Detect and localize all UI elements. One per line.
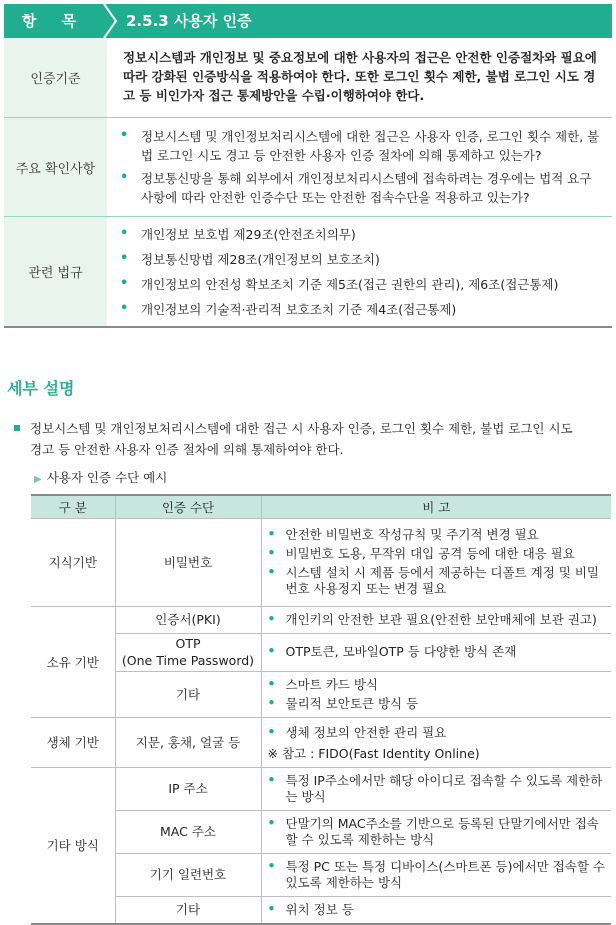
item-label: 항 목 [21, 12, 87, 30]
law-row [4, 216, 612, 326]
list-item: • 정보통신망을 통해 외부에서 개인정보처리시스템에 접속하려는 경우에는 법적 요구사항에 따라 안전한 인증수단 또는 안전한 접속수단을 적용하고 있는가? [120, 170, 592, 205]
method-cell: 비밀번호 [115, 518, 261, 606]
list-item: • OTP토큰, 모바일OTP 등 다양한 방식 존재 [267, 643, 517, 659]
table-row [31, 810, 611, 853]
method-cell: 기기 일련번호 [115, 853, 261, 896]
bullet-icon: • [120, 226, 129, 241]
check-row [4, 117, 612, 216]
method-cell: 기타 [115, 671, 261, 717]
method-cell: 기타 [115, 896, 261, 924]
bullet-icon: • [267, 610, 276, 626]
column-header: 비 고 [261, 495, 611, 518]
bullet-icon: • [267, 675, 276, 691]
column-header: 구 분 [31, 495, 115, 518]
list-item: • 비밀번호 도용, 무작위 대입 공격 등에 대한 대응 필요 [267, 545, 575, 561]
detail-paragraph [14, 418, 610, 460]
note-text: ※ 참고 : FIDO(Fast Identity Online) [267, 746, 480, 761]
bullet-icon: • [120, 170, 129, 185]
criterion-row [4, 38, 612, 117]
list-item: • 물리적 보안토큰 방식 등 [267, 694, 419, 711]
sub-heading: ▶ 사용자 인증 수단 예시 [34, 470, 168, 485]
list-item: • 정보통신망법 제28조(개인정보의 보호조치) [120, 251, 380, 267]
table-row [31, 518, 611, 606]
list-item: • 시스템 설치 시 제품 등에서 제공하는 디폴트 계정 및 비밀번호 사용정지 또는 변경 필요 [267, 564, 599, 596]
item-header [4, 4, 612, 38]
list-item: • 개인정보 보호법 제29조(안전조치의무) [120, 226, 356, 242]
criterion-label: 인증기준 [4, 38, 107, 117]
law-list [117, 225, 602, 319]
table-row [31, 767, 611, 810]
category-cell: 지식기반 [31, 518, 115, 606]
bullet-icon: • [267, 564, 276, 579]
list-item: • 단말기의 MAC주소를 기반으로 등록된 단말기에서만 접속할 수 있도록 제한하는 방식 [267, 814, 599, 847]
table-row [31, 671, 611, 717]
bullet-icon: • [267, 857, 276, 873]
bullet-icon: • [267, 545, 276, 560]
check-label: 주요 확인사항 [4, 118, 107, 216]
bullet-icon: • [267, 526, 276, 541]
list-item: • 특정 IP주소에서만 해당 아이디로 접속할 수 있도록 제한하는 방식 [267, 771, 603, 804]
bullet-icon: • [267, 814, 276, 830]
list-item: • 개인키의 안전한 보관 필요(안전한 보안매체에 보관 권고) [267, 610, 597, 627]
list-item: • 생체 정보의 안전한 관리 필요 [267, 724, 447, 740]
bullet-icon: • [120, 301, 129, 316]
category-cell: 소유 기반 [31, 606, 115, 717]
paragraph-line: 정보시스템 및 개인정보처리시스템에 대한 접근 시 사용자 인증, 로그인 횟수 제한, 불법 로그인 시도 [30, 421, 573, 436]
bullet-icon: • [267, 643, 276, 658]
auth-method-table [31, 494, 611, 925]
bullet-icon: • [267, 724, 276, 739]
category-cell: 기타 방식 [31, 767, 115, 924]
criteria-table [4, 38, 612, 328]
list-item: • 정보시스템 및 개인정보처리시스템에 대한 접근은 사용자 인증, 로그인 횟수 제한, 불법 로그인 시도 경고 등 안전한 사용자 인증 절차에 의해 통제하고 있는가? [120, 128, 600, 163]
method-cell: MAC 주소 [115, 810, 261, 853]
list-item: • 특정 PC 또는 특정 디바이스(스마트폰 등)에서만 접속할 수 있도록 제한하는 방식 [267, 857, 605, 890]
method-cell: OTP (One Time Password) [115, 633, 261, 671]
detail-heading: 세부 설명 [7, 379, 75, 398]
method-cell: 인증서(PKI) [115, 606, 261, 633]
square-bullet-icon [14, 425, 20, 431]
list-item: • 위치 정보 등 [267, 900, 354, 917]
triangle-right-icon: ▶ [34, 474, 42, 485]
method-cell: IP 주소 [115, 767, 261, 810]
paragraph-line: 경고 등 안전한 사용자 인증 절차에 의해 통제하여야 한다. [30, 442, 344, 457]
bullet-icon: • [267, 694, 276, 710]
list-item: • 개인정보의 기술적·관리적 보호조치 기준 제4조(접근통제) [120, 301, 457, 317]
list-item: • 개인정보의 안전성 확보조치 기준 제5조(접근 권한의 관리), 제6조(접근통제) [120, 276, 559, 292]
table-header-row [31, 495, 611, 518]
table-row [31, 633, 611, 671]
category-cell: 생체 기반 [31, 717, 115, 767]
method-cell: 지문, 홍채, 얼굴 등 [115, 717, 261, 767]
table-row [31, 606, 611, 633]
bullet-icon: • [120, 128, 129, 143]
check-list [117, 127, 602, 207]
list-item: • 스마트 카드 방식 [267, 675, 378, 692]
column-header: 인증 수단 [115, 495, 261, 518]
criterion-text: 정보시스템과 개인정보 및 중요정보에 대한 사용자의 접근은 안전한 인증절차와 필요에 따라 강화된 인증방식을 적용하여야 한다. 또한 로그인 횟수 제한, 불법 로그인 시도 경고 등 비인가자 접근 통제방안을 수립·이행하여야 한다. [123, 50, 597, 103]
section-title: 2.5.3 사용자 인증 [126, 12, 252, 30]
bullet-icon: • [267, 900, 276, 916]
table-row [31, 896, 611, 924]
list-item: • 안전한 비밀번호 작성규칙 및 주기적 변경 필요 [267, 526, 539, 542]
table-row [31, 853, 611, 896]
chevron-right-icon [100, 4, 122, 38]
law-label: 관련 법규 [4, 217, 107, 326]
bullet-icon: • [267, 771, 276, 787]
bullet-icon: • [120, 276, 129, 291]
table-row [31, 717, 611, 767]
bullet-icon: • [120, 251, 129, 266]
